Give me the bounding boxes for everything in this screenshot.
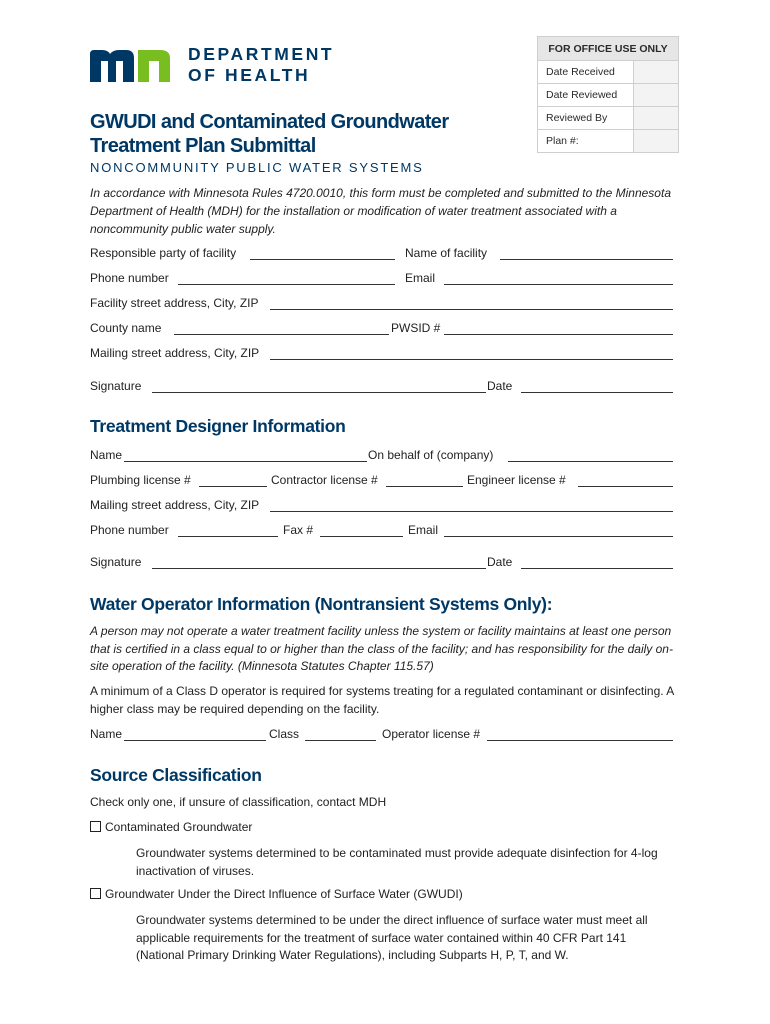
engineer-license-field[interactable] [578,486,673,487]
pwsid-field[interactable] [444,334,673,335]
operator-name-label: Name [90,727,123,741]
operator-license-label: Operator license # [382,727,481,741]
email-field[interactable] [444,284,673,285]
designer-fax-label: Fax # [283,523,314,537]
source-heading: Source Classification [90,765,262,785]
office-reviewed-by-label: Reviewed By [538,107,634,130]
operator-heading: Water Operator Information (Nontransient Systems Only): [90,594,553,614]
source-instruction: Check only one, if unsure of classification, contact MDH [90,795,387,809]
facility-name-field[interactable] [500,259,673,260]
pwsid-label: PWSID # [391,321,441,335]
mn-logo-mark [90,44,182,86]
designer-name-field[interactable] [124,461,367,462]
contaminated-description: Groundwater systems determined to be contaminated must provide adequate disinfection for 4-log inactivation of viruses. [136,846,658,878]
intro-text: In accordance with Minnesota Rules 4720.0010, this form must be completed and submitted to the Minnesota Department of Health (MDH) for the installation or modification of water treatment associated with a noncommunity public water supply. [90,186,671,236]
facility-name-label: Name of facility [405,246,488,260]
contaminated-label: Contaminated Groundwater [105,820,253,834]
facility-address-label: Facility street address, City, ZIP [90,296,259,310]
contaminated-checkbox[interactable] [90,821,101,832]
gwudi-option[interactable] [90,887,463,901]
designer-company-field[interactable] [508,461,673,462]
facility-signature-label: Signature [90,379,142,393]
operator-class-field[interactable] [305,740,376,741]
engineer-license-label: Engineer license # [467,473,566,487]
contractor-license-field[interactable] [386,486,463,487]
office-date-received-label: Date Received [538,61,634,84]
facility-date-label: Date [487,379,513,393]
operator-class-label: Class [269,727,300,741]
gwudi-label: Groundwater Under the Direct Influence of Surface Water (GWUDI) [105,887,463,901]
designer-email-label: Email [408,523,439,537]
office-plan-field[interactable] [634,130,679,153]
designer-signature-field[interactable] [152,568,486,569]
office-date-reviewed-field[interactable] [634,84,679,107]
designer-signature-label: Signature [90,555,142,569]
office-date-reviewed-label: Date Reviewed [538,84,634,107]
office-plan-label: Plan #: [538,130,634,153]
designer-heading: Treatment Designer Information [90,416,346,436]
logo-text-of-health: OF HEALTH [188,65,311,85]
operator-note: A person may not operate a water treatment facility unless the system or facility maintains at least one person that is certified in a class equal to or higher than the class of the facility; and has responsibility for the daily on-site operation of the facility. (Minnesota Statutes Chapter 115.57) [90,624,673,673]
designer-company-label: On behalf of (company) [368,448,494,462]
form-subtitle: NONCOMMUNITY PUBLIC WATER SYSTEMS [90,160,424,175]
office-use-table [537,36,679,153]
email-label: Email [405,271,436,285]
mailing-address-label: Mailing street address, City, ZIP [90,346,260,360]
contractor-license-label: Contractor license # [271,473,378,487]
gwudi-checkbox[interactable] [90,888,101,899]
office-use-title: FOR OFFICE USE ONLY [538,37,679,61]
operator-name-field[interactable] [124,740,266,741]
logo-text-department: DEPARTMENT [188,44,335,64]
plumbing-license-label: Plumbing license # [90,473,191,487]
facility-date-field[interactable] [521,392,673,393]
office-date-received-field[interactable] [634,61,679,84]
phone-label: Phone number [90,271,169,285]
office-reviewed-by-field[interactable] [634,107,679,130]
designer-email-field[interactable] [444,536,673,537]
facility-address-field[interactable] [270,309,673,310]
designer-name-label: Name [90,448,123,462]
form-title: GWUDI and Contaminated Groundwater Treatment Plan Submittal [90,111,449,157]
operator-license-field[interactable] [487,740,673,741]
facility-signature-field[interactable] [152,392,486,393]
designer-fax-field[interactable] [320,536,403,537]
county-label: County name [90,321,162,335]
mailing-address-field[interactable] [270,359,673,360]
designer-phone-label: Phone number [90,523,169,537]
mdh-logo [90,44,350,86]
gwudi-description: Groundwater systems determined to be under the direct influence of surface water must meet all applicable requirements for the treatment of surface water contained within 40 CFR Part 141 (National Primary Drinking Water Regulations), including Subparts H, P, T, and W. [136,913,648,962]
county-field[interactable] [174,334,389,335]
responsible-party-label: Responsible party of facility [90,246,237,260]
operator-requirement: A minimum of a Class D operator is required for systems treating for a regulated contaminant or disinfecting. A higher class may be required depending on the facility. [90,684,674,716]
phone-field[interactable] [178,284,395,285]
designer-mailing-label: Mailing street address, City, ZIP [90,498,260,512]
contaminated-groundwater-option[interactable] [90,820,252,834]
designer-mailing-field[interactable] [270,511,673,512]
responsible-party-field[interactable] [250,259,395,260]
designer-date-label: Date [487,555,513,569]
designer-date-field[interactable] [521,568,673,569]
plumbing-license-field[interactable] [199,486,267,487]
designer-phone-field[interactable] [178,536,278,537]
